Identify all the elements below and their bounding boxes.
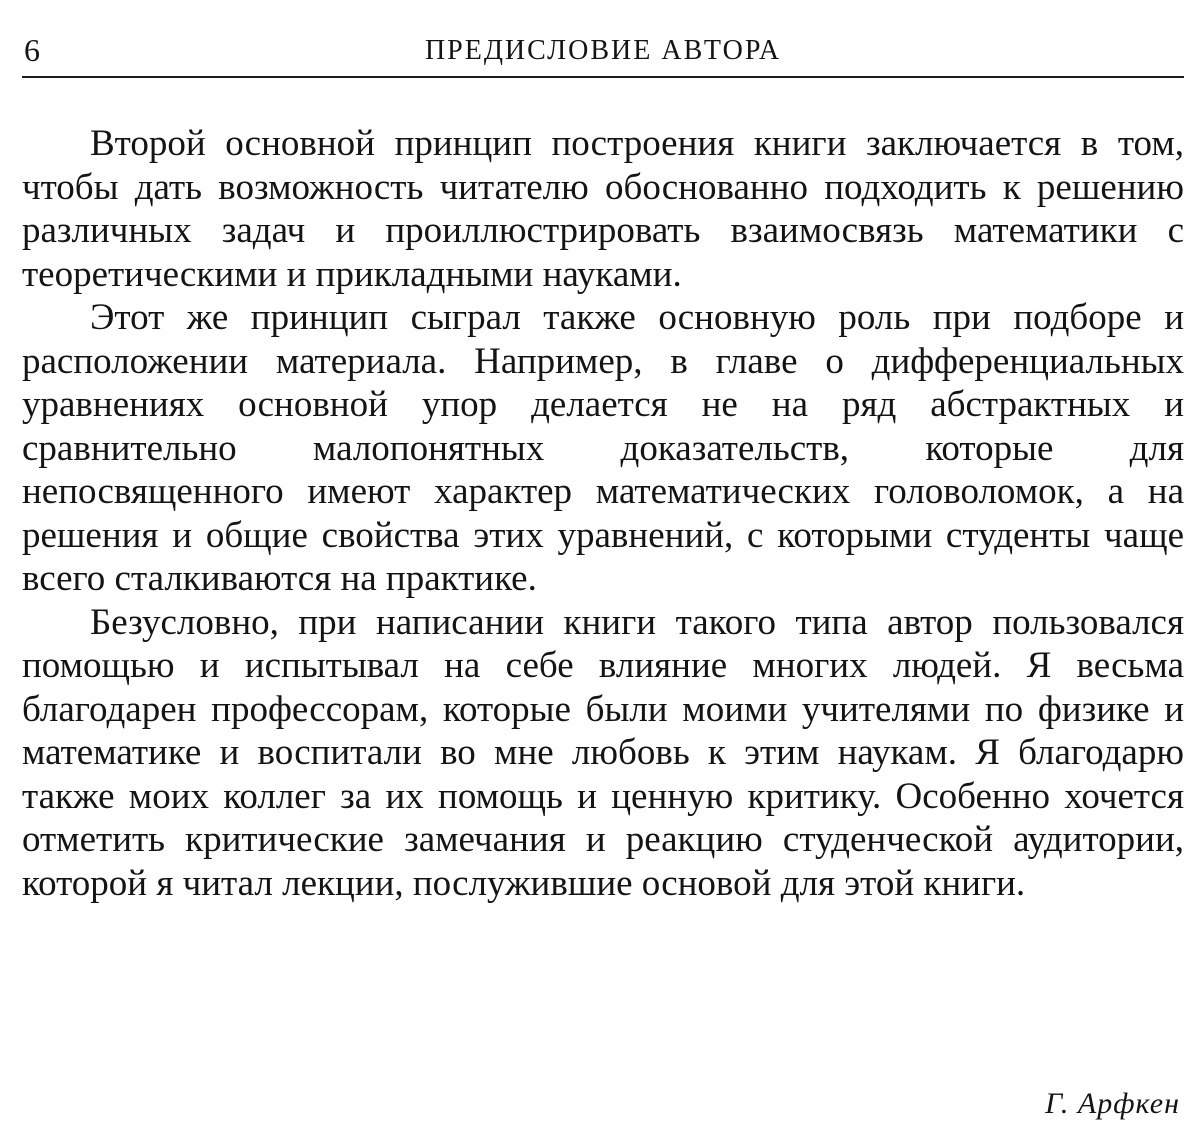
paragraph: Этот же принцип сыграл также основную роль при подборе и расположении материала. Например, в главе о дифференциальных уравнениях основной упор делается не на ряд абстрактных и сравнительно малопонятных доказательств, которые для непосвященного имеют характер математических головоломок, а на решения и общие свойства этих уравнений, с которыми студенты чаще всего сталкиваются на практике. [22,297,1184,599]
paragraph: Второй основной принцип построения книги заключается в том, чтобы дать возможность читателю обоснованно подходить к решению различных задач и проиллюстрировать взаимосвязь математики с теоретическими и прикладными науками. [22,123,1184,295]
running-head [22,28,1184,68]
header-rule [22,76,1184,78]
page-number: 6 [24,32,40,68]
running-title: ПРЕДИСЛОВИЕ АВТОРА [424,35,782,66]
book-page [22,0,1184,1144]
body-text [22,122,1184,905]
paragraph: Безусловно, при написании книги такого типа автор пользовался помощью и испытывал на себе влияние многих людей. Я весьма благодарен профессорам, которые были моими учителями по физике и математике и воспитали во мне любовь к этим наукам. Я благодарю также моих коллег за их помощь и ценную критику. Особенно хочется отметить критические замечания и реакцию студенческой аудитории, которой я читал лекции, послужившие основой для этой книги. [22,601,1184,904]
author-signature: Г. Арфкен [1045,1087,1180,1120]
